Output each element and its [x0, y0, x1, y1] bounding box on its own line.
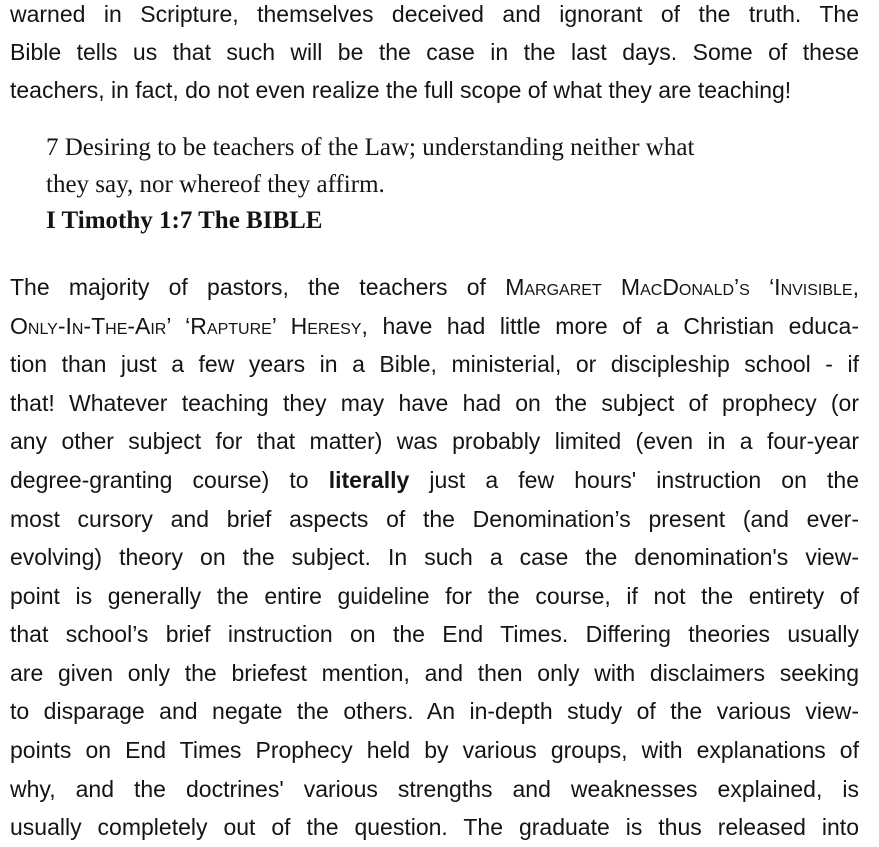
body-line-5: any other subject for that matter) was probably limited (even in a four-year: [10, 428, 859, 454]
body-line-8: evolving) theory on the subject. In such a case the denomination's view-: [10, 544, 859, 570]
intro-line-2: Bible tells us that such will be the case in the last days. Some of these: [10, 39, 859, 65]
body-line-3: tion than just a few years in a Bible, ministerial, or discipleship school - if: [10, 351, 859, 377]
intro-line-1: warned in Scripture, themselves deceived and ignorant of the truth. The: [10, 1, 859, 27]
body-text: just a few hours' instruction on the: [409, 467, 859, 493]
verse-reference: I Timothy 1:7 The BIBLE: [46, 207, 323, 234]
body-line-6: [10, 466, 859, 494]
verse-line-2: they say, nor whereof they affirm.: [46, 171, 385, 198]
intro-line-3: teachers, in fact, do not even realize the full scope of what they are teaching!: [10, 77, 792, 103]
emphasis-text: literally: [328, 467, 410, 493]
body-line-14: why, and the doctrines' various strengths and weaknesses explained, is: [10, 776, 859, 802]
body-line-4: that! Whatever teaching they may have had on the subject of prophecy (or: [10, 390, 859, 416]
body-line-2: [10, 312, 859, 340]
body-line-7: most cursory and brief aspects of the Denomination’s present (and ever-: [10, 506, 859, 532]
verse-line-1: 7 Desiring to be teachers of the Law; understanding neither what: [46, 134, 695, 161]
body-line-12: to disparage and negate the others. An in-depth study of the various view-: [10, 698, 859, 724]
body-smallcaps-text: Margaret MacDonald’s ‘Invisible,: [505, 274, 859, 300]
body-smallcaps-text: Only-In-The-Air’ ‘Rapture’ Heresy: [10, 313, 362, 339]
body-line-15: usually completely out of the question. The graduate is thus released into: [10, 814, 859, 840]
body-line-1: [10, 273, 859, 301]
body-text: , have had little more of a Christian educa-: [361, 313, 859, 339]
body-text: degree-granting course) to: [10, 467, 329, 493]
body-line-10: that school’s brief instruction on the End Times. Differing theories usually: [10, 621, 859, 647]
body-line-9: point is generally the entire guideline for the course, if not the entirety of: [10, 583, 859, 609]
body-text: The majority of pastors, the teachers of: [10, 274, 506, 300]
body-line-13: points on End Times Prophecy held by various groups, with explanations of: [10, 737, 859, 763]
body-line-11: are given only the briefest mention, and then only with disclaimers seeking: [10, 660, 859, 686]
